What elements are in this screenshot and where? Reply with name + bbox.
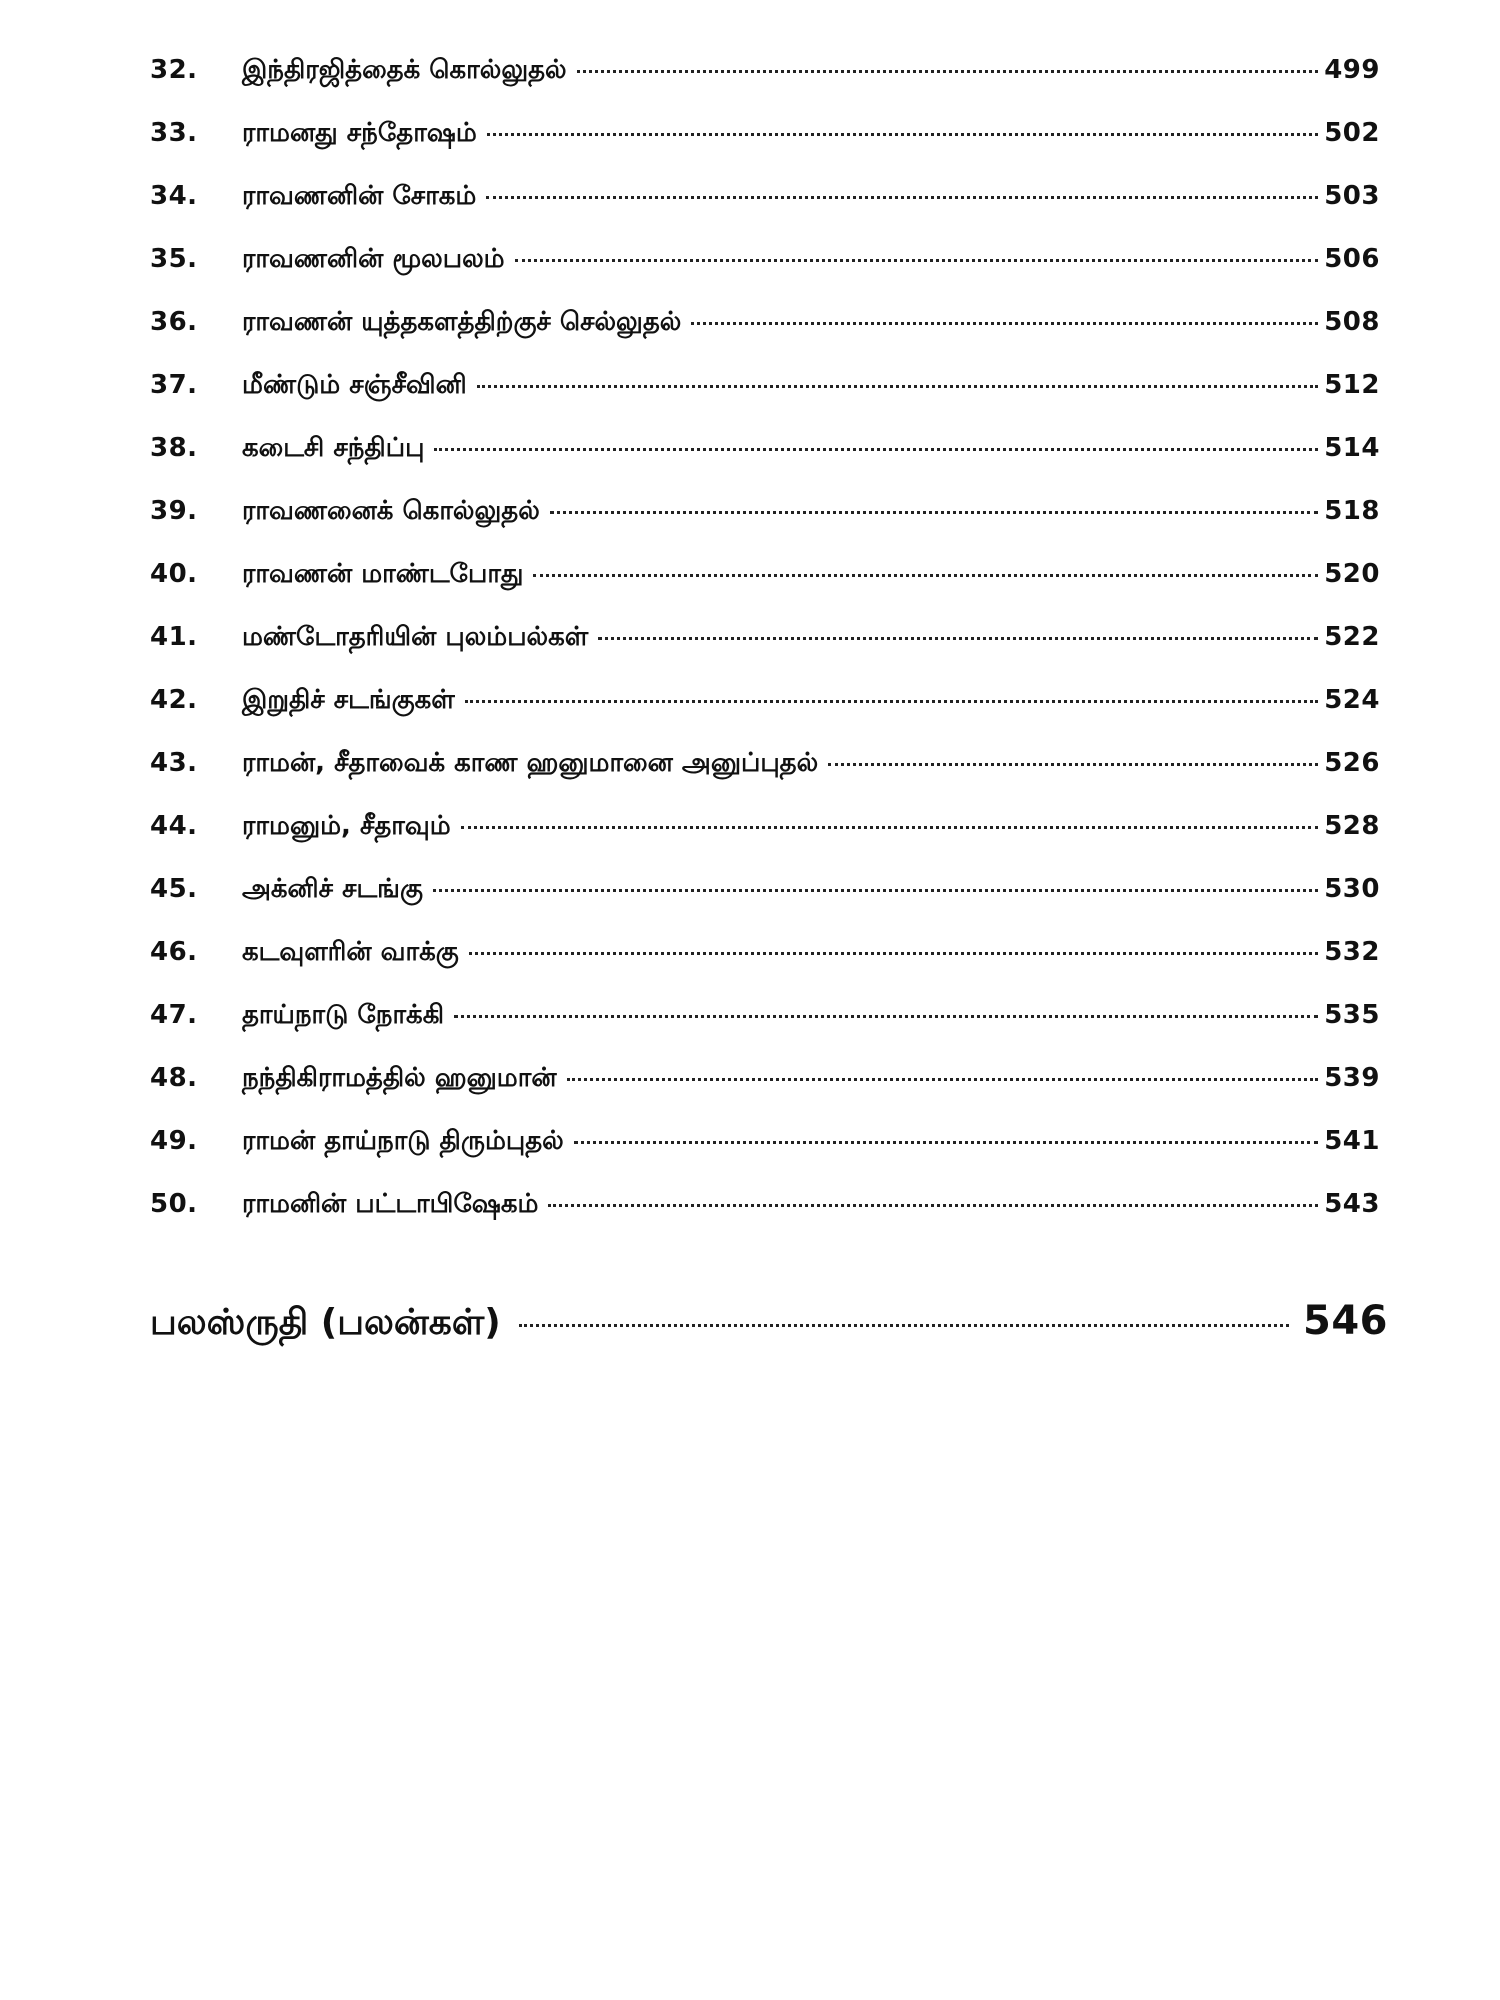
toc-entry bbox=[150, 937, 1380, 1000]
toc-entry bbox=[150, 1126, 1380, 1189]
entry-page-number: 503 bbox=[1324, 181, 1380, 211]
entry-title: நந்திகிராமத்தில் ஹனுமான் bbox=[242, 1063, 557, 1093]
toc-entry bbox=[150, 433, 1380, 496]
entry-page-number: 512 bbox=[1324, 370, 1380, 400]
toc-entry bbox=[150, 307, 1380, 370]
toc-entry bbox=[150, 559, 1380, 622]
entry-title: கடைசி சந்திப்பு bbox=[242, 433, 425, 463]
dot-leader bbox=[454, 1015, 1318, 1018]
toc-entry bbox=[150, 1189, 1380, 1252]
toc-entry bbox=[150, 118, 1380, 181]
toc-entry bbox=[150, 1000, 1380, 1063]
dot-leader bbox=[691, 322, 1318, 325]
toc-entry bbox=[150, 181, 1380, 244]
entry-title: இறுதிச் சடங்குகள் bbox=[242, 685, 455, 715]
entry-title: ராமனது சந்தோஷம் bbox=[242, 118, 477, 148]
entry-number: 38. bbox=[150, 433, 198, 463]
entry-title: ராவணனைக் கொல்லுதல் bbox=[242, 496, 540, 526]
entry-number: 43. bbox=[150, 748, 198, 778]
dot-leader bbox=[434, 448, 1318, 451]
dot-leader bbox=[515, 259, 1319, 262]
entry-title: ராமனின் பட்டாபிஷேகம் bbox=[242, 1189, 539, 1219]
toc-entry bbox=[150, 622, 1380, 685]
dot-leader bbox=[574, 1141, 1318, 1144]
entry-title: மண்டோதரியின் புலம்பல்கள் bbox=[242, 622, 589, 652]
entry-number: 48. bbox=[150, 1063, 198, 1093]
entry-number: 37. bbox=[150, 370, 198, 400]
entry-page-number: 518 bbox=[1324, 496, 1380, 526]
entry-number: 40. bbox=[150, 559, 198, 589]
entry-page-number: 532 bbox=[1324, 937, 1380, 967]
entry-page-number: 539 bbox=[1324, 1063, 1380, 1093]
entry-title: மீண்டும் சஞ்சீவினி bbox=[242, 370, 467, 400]
entry-number: 34. bbox=[150, 181, 198, 211]
dot-leader bbox=[567, 1078, 1319, 1081]
entry-page-number: 514 bbox=[1324, 433, 1380, 463]
entry-number: 44. bbox=[150, 811, 198, 841]
dot-leader bbox=[469, 952, 1319, 955]
entry-page-number: 541 bbox=[1324, 1126, 1380, 1156]
entry-title: ராவணனின் சோகம் bbox=[242, 181, 477, 211]
entry-number: 47. bbox=[150, 1000, 198, 1030]
toc-entry bbox=[150, 685, 1380, 748]
entry-page-number: 502 bbox=[1324, 118, 1380, 148]
entry-page-number: 520 bbox=[1324, 559, 1380, 589]
final-entry-page-number: 546 bbox=[1303, 1298, 1388, 1344]
dot-leader bbox=[828, 763, 1318, 766]
final-entry-title: பலஸ்ருதி (பலன்கள்) bbox=[150, 1302, 501, 1343]
dot-leader bbox=[577, 70, 1319, 73]
entry-number: 46. bbox=[150, 937, 198, 967]
dot-leader bbox=[533, 574, 1318, 577]
entry-number: 42. bbox=[150, 685, 198, 715]
entry-number: 36. bbox=[150, 307, 198, 337]
entry-page-number: 524 bbox=[1324, 685, 1380, 715]
dot-leader bbox=[477, 385, 1319, 388]
toc-entry bbox=[150, 811, 1380, 874]
entry-number: 50. bbox=[150, 1189, 198, 1219]
entry-page-number: 506 bbox=[1324, 244, 1380, 274]
dot-leader bbox=[433, 889, 1318, 892]
toc-entry bbox=[150, 496, 1380, 559]
entry-number: 35. bbox=[150, 244, 198, 274]
toc-entry bbox=[150, 874, 1380, 937]
dot-leader bbox=[548, 1204, 1318, 1207]
dot-leader bbox=[598, 637, 1318, 640]
toc-entry bbox=[150, 748, 1380, 811]
dot-leader bbox=[486, 196, 1318, 199]
entry-title: ராவணனின் மூலபலம் bbox=[242, 244, 505, 274]
final-toc-entry bbox=[150, 1298, 1388, 1348]
entry-title: ராவணன் மாண்டபோது bbox=[242, 559, 524, 589]
entry-number: 49. bbox=[150, 1126, 198, 1156]
entry-title: கடவுளரின் வாக்கு bbox=[242, 937, 459, 967]
dot-leader bbox=[550, 511, 1318, 514]
entry-page-number: 535 bbox=[1324, 1000, 1380, 1030]
entry-page-number: 522 bbox=[1324, 622, 1380, 652]
entry-page-number: 528 bbox=[1324, 811, 1380, 841]
entry-title: ராமனும், சீதாவும் bbox=[242, 811, 451, 841]
entry-page-number: 543 bbox=[1324, 1189, 1380, 1219]
entry-number: 39. bbox=[150, 496, 198, 526]
entry-number: 32. bbox=[150, 55, 198, 85]
table-of-contents bbox=[150, 55, 1380, 1252]
entry-page-number: 526 bbox=[1324, 748, 1380, 778]
entry-title: இந்திரஜித்தைக் கொல்லுதல் bbox=[242, 55, 567, 85]
dot-leader bbox=[487, 133, 1318, 136]
toc-entry bbox=[150, 370, 1380, 433]
dot-leader bbox=[461, 826, 1319, 829]
entry-title: ராவணன் யுத்தகளத்திற்குச் செல்லுதல் bbox=[242, 307, 682, 337]
entry-title: ராமன், சீதாவைக் காண ஹனுமானை அனுப்புதல் bbox=[242, 748, 819, 778]
dot-leader bbox=[465, 700, 1319, 703]
dot-leader bbox=[519, 1324, 1289, 1327]
toc-entry bbox=[150, 244, 1380, 307]
entry-title: அக்னிச் சடங்கு bbox=[242, 874, 423, 904]
entry-title: தாய்நாடு நோக்கி bbox=[242, 1000, 444, 1030]
entry-page-number: 530 bbox=[1324, 874, 1380, 904]
entry-title: ராமன் தாய்நாடு திரும்புதல் bbox=[242, 1126, 564, 1156]
entry-number: 45. bbox=[150, 874, 198, 904]
entry-page-number: 508 bbox=[1324, 307, 1380, 337]
entry-number: 41. bbox=[150, 622, 198, 652]
toc-entry bbox=[150, 1063, 1380, 1126]
entry-number: 33. bbox=[150, 118, 198, 148]
entry-page-number: 499 bbox=[1324, 55, 1380, 85]
toc-entry bbox=[150, 55, 1380, 118]
